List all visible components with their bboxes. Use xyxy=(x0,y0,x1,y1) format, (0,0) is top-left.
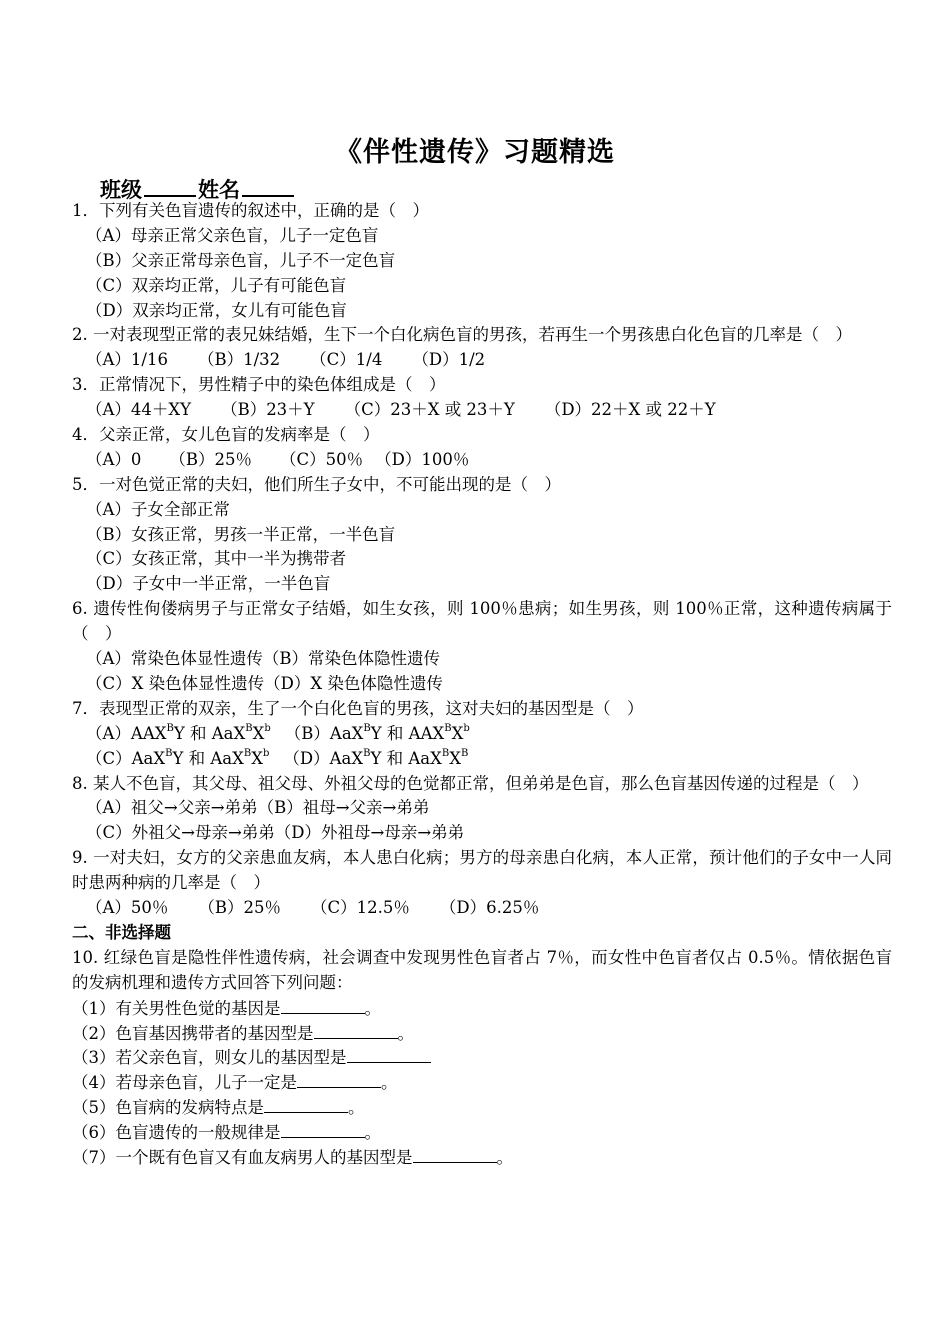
section-heading: 二、非选择题 xyxy=(72,922,171,942)
q1-option-a: （A）母亲正常父亲色盲，儿子一定色盲 xyxy=(86,225,379,245)
answer-blank[interactable] xyxy=(281,996,365,1014)
q4-options xyxy=(72,448,892,473)
name-blank[interactable] xyxy=(242,177,294,197)
q9-option-b: （B）25％ xyxy=(198,898,282,918)
q2-stem: 2. 一对表现型正常的表兄妹结婚，生下一个白化病色盲的男孩，若再生一个男孩患白化色盲的几率是（ ） xyxy=(72,325,852,345)
period: 。 xyxy=(364,1123,381,1143)
q7-c-label: （C） xyxy=(86,748,132,768)
period: 。 xyxy=(397,1023,414,1043)
q8-options-ab: （A）祖父→父亲→弟弟（B）祖母→父亲→弟弟 xyxy=(86,798,430,818)
q7-a-label: （A） xyxy=(86,723,131,743)
q5-stem: 5．一对色觉正常的夫妇，他们所生子女中，不可能出现的是（ ） xyxy=(72,474,561,494)
period: 。 xyxy=(496,1147,513,1167)
sup: B xyxy=(363,748,371,760)
sup: B xyxy=(243,748,252,760)
period: 。 xyxy=(348,1098,365,1118)
q5-option-b: （B）女孩正常，男孩一半正常，一半色盲 xyxy=(86,524,396,544)
q9-stem: 9. 一对夫妇，女方的父亲患血友病，本人患白化病；男方的母亲患白化病，本人正常，预计他们的子女中一人同时患两种病的几率是（ ） xyxy=(72,848,892,893)
q7-options-cd: （C）AaX$^B$Y 和 $AaX^BX^b$ （D）AaX$^B$Y 和 $AaX^BX^B$ xyxy=(86,748,469,768)
q9-option-d: （D）6.25％ xyxy=(439,898,540,918)
sup: B xyxy=(460,748,469,760)
q10-sub-7-text: （7）一个既有色盲又有血友病男人的基因型是 xyxy=(72,1147,413,1167)
q6-options-cd: （C）X 染色体显性遗传（D）X 染色体隐性遗传 xyxy=(86,673,443,693)
answer-blank[interactable] xyxy=(413,1145,497,1163)
q9-options xyxy=(72,896,892,921)
q10-sub-6-text: （6）色盲遗传的一般规律是 xyxy=(72,1123,281,1143)
q1-option-c: （C）双亲均正常，儿子有可能色盲 xyxy=(86,275,347,295)
period: 。 xyxy=(364,998,381,1018)
q10-sub-4 xyxy=(72,1070,892,1095)
period: 。 xyxy=(381,1073,398,1093)
q3-option-c: （C）23＋X 或 23＋Y xyxy=(344,400,515,420)
q10-sub-5-text: （5）色盲病的发病特点是 xyxy=(72,1098,264,1118)
q10-sub-2 xyxy=(72,1021,892,1046)
q3-option-a: （A）44＋XY xyxy=(86,400,192,420)
q5-option-c: （C）女孩正常，其中一半为携带者 xyxy=(86,549,347,569)
q10-stem: 10. 红绿色盲是隐性伴性遗传病，社会调查中发现男性色盲者占 7％，而女性中色盲者仅占 0.5％。情依据色盲的发病机理和遗传方式回答下列问题： xyxy=(72,947,892,992)
sup: B xyxy=(166,723,174,735)
q8-stem: 8. 某人不色盲，其父母、祖父母、外祖父母的色觉都正常，但弟弟是色盲，那么色盲基因传递的过程是（ ） xyxy=(72,773,869,793)
sup: b xyxy=(262,748,270,760)
and-word: 和 xyxy=(386,723,404,743)
q10-sub-1 xyxy=(72,996,892,1021)
sup: B xyxy=(444,723,452,735)
q10-sub-2-text: （2）色盲基因携带者的基因型是 xyxy=(72,1023,314,1043)
class-blank[interactable] xyxy=(144,177,196,197)
and-word: 和 xyxy=(188,748,206,768)
class-label: 班级 xyxy=(100,177,142,202)
q1-stem: 1．下列有关色盲遗传的叙述中，正确的是（ ） xyxy=(72,201,429,220)
q10-sub-3 xyxy=(72,1045,892,1070)
q4-option-a: （A）0 xyxy=(86,449,142,469)
answer-blank[interactable] xyxy=(314,1021,398,1039)
answer-blank[interactable] xyxy=(281,1120,365,1138)
answer-blank[interactable] xyxy=(297,1070,381,1088)
question-list xyxy=(72,199,892,1170)
q10-sub-6 xyxy=(72,1120,892,1145)
q10-sub-3-text: （3）若父亲色盲，则女儿的基因型是 xyxy=(72,1048,347,1068)
q10-sub-1-text: （1）有关男性色觉的基因是 xyxy=(72,998,281,1018)
q1-option-d: （D）双亲均正常，女儿有可能色盲 xyxy=(86,300,347,320)
q7-stem: 7．表现型正常的双亲，生了一个白化色盲的男孩，这对夫妇的基因型是（ ） xyxy=(72,698,644,718)
q8-options-cd: （C）外祖父→母亲→弟弟（D）外祖母→母亲→弟弟 xyxy=(86,823,465,843)
q2-option-d: （D）1/2 xyxy=(412,350,486,370)
q4-option-c: （C）50％ xyxy=(280,449,364,469)
sup: B xyxy=(363,723,371,735)
name-label: 姓名 xyxy=(198,177,240,202)
and-word: 和 xyxy=(386,748,404,768)
q6-stem: 6. 遗传性佝偻病男子与正常女子结婚，如生女孩，则 100％患病；如生男孩，则 100％正常，这种遗传病属于（ ） xyxy=(72,599,892,644)
q4-stem: 4．父亲正常，女儿色盲的发病率是（ ） xyxy=(72,425,380,445)
q7-d-label: （D） xyxy=(283,748,330,768)
q2-options xyxy=(72,348,892,373)
q10-sub-5 xyxy=(72,1095,892,1120)
q2-option-c: （C）1/4 xyxy=(310,350,383,370)
answer-blank[interactable] xyxy=(347,1045,431,1063)
q10-sub-4-text: （4）若母亲色盲，儿子一定是 xyxy=(72,1073,297,1093)
sup: B xyxy=(165,748,173,760)
q5-option-d: （D）子女中一半正常，一半色盲 xyxy=(86,574,331,594)
q10-sub-7 xyxy=(72,1145,892,1170)
q2-option-a: （A）1/16 xyxy=(86,350,168,370)
page-title: 《伴性遗传》习题精选 xyxy=(335,137,615,168)
sup: B xyxy=(245,723,253,735)
answer-blank[interactable] xyxy=(264,1095,348,1113)
sup: b xyxy=(264,723,271,735)
and-word: 和 xyxy=(190,723,207,743)
q9-option-a: （A）50％ xyxy=(86,898,169,918)
q2-option-b: （B）1/32 xyxy=(197,350,281,370)
q7-b-label: （B） xyxy=(284,723,330,743)
q4-option-b: （B）25％ xyxy=(169,449,253,469)
sup: b xyxy=(463,723,470,735)
q5-option-a: （A）子女全部正常 xyxy=(86,499,230,519)
q3-options xyxy=(72,398,892,423)
q3-option-b: （B）23＋Y xyxy=(221,400,315,420)
sup: B xyxy=(441,748,450,760)
q1-option-b: （B）父亲正常母亲色盲，儿子不一定色盲 xyxy=(86,250,396,270)
q3-option-d: （D）22＋X 或 22＋Y xyxy=(544,400,716,420)
q6-options-ab: （A）常染色体显性遗传（B）常染色体隐性遗传 xyxy=(86,649,441,669)
q4-option-d: （D）100％ xyxy=(375,449,470,469)
q3-stem: 3．正常情况下，男性精子中的染色体组成是（ ） xyxy=(72,375,446,395)
q9-option-c: （C）12.5％ xyxy=(311,898,410,918)
q7-options-ab: $(A)AAX^BY$ 和 $AaX^BX^b$ （B）AaX$^B$Y 和 $AAX^BX^b$ xyxy=(86,723,470,743)
